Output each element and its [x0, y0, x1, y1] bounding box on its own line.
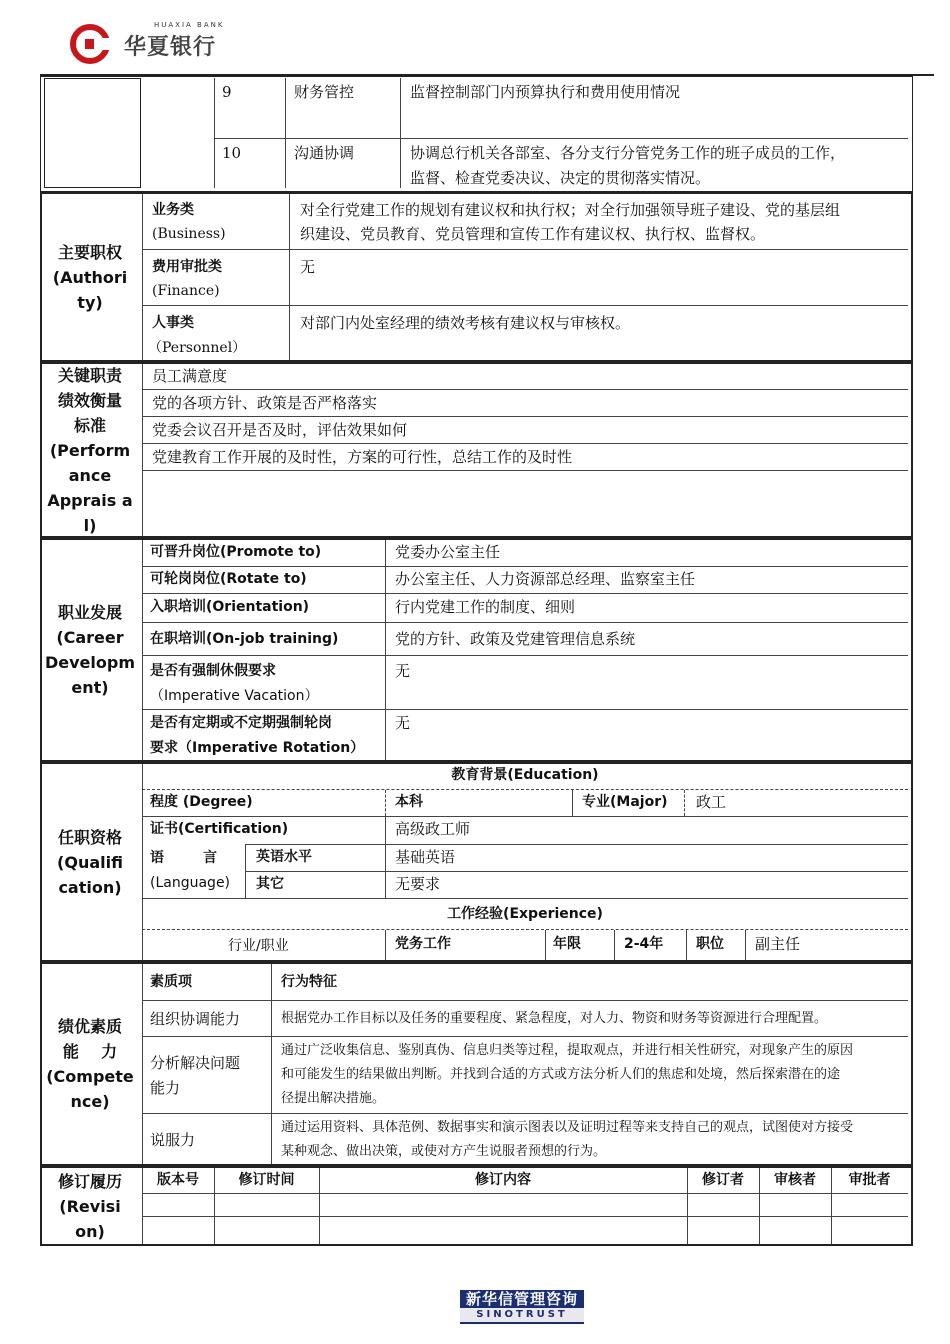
competence-desc: 通过广泛收集信息、鉴别真伪、信息归类等过程，提取观点，并进行相关性研究，对现象产生的原因 — [281, 1043, 854, 1058]
language-label-en: (Language) — [150, 875, 231, 891]
duty-desc: 协调总行机关各部室、各分支行分管党务工作的班子成员的工作， — [410, 144, 846, 162]
competence-desc: 根据党办工作目标以及任务的重要程度、紧急程度，对人力、物资和财务等资源进行合理配置。 — [281, 1011, 828, 1026]
performance-item: 党委会议召开是否及时，评估效果如何 — [152, 421, 408, 439]
performance-item: 员工满意度 — [152, 367, 228, 385]
competence-label: 绩优素质 能 力 (Compete nce) — [46, 1017, 134, 1111]
cert-value: 高级政工师 — [395, 820, 471, 838]
duty-desc: 监督、检查党委决议、决定的贯彻落实情况。 — [410, 169, 711, 187]
duty-name: 沟通协调 — [294, 144, 355, 162]
performance-label: 关键职责 绩效衡量 标准 (Perform ance Apprais a l) — [47, 365, 133, 535]
authority-category-en: （Personnel） — [148, 340, 247, 356]
authority-desc: 无 — [300, 258, 316, 276]
career-value: 行内党建工作的制度、细则 — [395, 598, 576, 616]
duty-desc: 监督控制部门内预算执行和费用使用情况 — [410, 83, 681, 101]
degree-label: 程度 (Degree) — [150, 794, 253, 810]
language-label: 语 言 — [150, 850, 217, 866]
sinotrust-logo — [460, 1290, 584, 1324]
career-value: 办公室主任、人力资源部总经理、监察室主任 — [395, 570, 696, 588]
revision-label: 修订履历 (Revisi on) — [57, 1171, 122, 1241]
revision-col-header: 修订者 — [702, 1172, 744, 1188]
bank-name-cn: 华夏银行 — [124, 35, 217, 60]
authority-label: 主要职权 (Authori ty) — [52, 242, 128, 312]
revision-col-header: 审批者 — [848, 1172, 891, 1188]
authority-category-en: (Finance) — [152, 283, 220, 299]
performance-item: 党建教育工作开展的及时性，方案的可行性，总结工作的及时性 — [152, 448, 573, 466]
industry-value: 党务工作 — [395, 936, 451, 952]
career-label: 职业发展 (Career Developm ent) — [44, 603, 135, 697]
career-key: 可晋升岗位(Promote to) — [150, 544, 322, 560]
authority-category: 人事类 — [152, 315, 194, 331]
years-label: 年限 — [553, 936, 581, 952]
revision-col-header: 修订时间 — [238, 1172, 295, 1188]
english-level-value: 基础英语 — [395, 848, 456, 866]
duty-number: 9 — [222, 83, 232, 101]
competence-col-header: 素质项 — [150, 974, 192, 990]
competence-desc: 和可能发生的结果做出判断。并找到合适的方式或方法分析人们的焦虑和处境，然后探索潜在的途 — [281, 1067, 841, 1082]
career-value: 党的方针、政策及党建管理信息系统 — [395, 630, 636, 648]
duties-label-cell — [44, 78, 141, 188]
years-value: 2-4年 — [624, 936, 664, 952]
authority-category-en: (Business) — [152, 226, 226, 242]
authority-category: 费用审批类 — [152, 259, 222, 275]
competence-desc: 某种观念、做出决策，或使对方产生说服者预想的行为。 — [281, 1144, 607, 1159]
revision-col-header: 版本号 — [157, 1172, 199, 1188]
position-value: 副主任 — [755, 935, 801, 953]
footer-brand-en: SINOTRUST — [460, 1308, 584, 1322]
competence-name: 说服力 — [150, 1131, 196, 1149]
career-key-en: 要求（Imperative Rotation） — [150, 740, 365, 756]
career-key: 在职培训(On-job training) — [150, 631, 339, 647]
career-key: 可轮岗岗位(Rotate to) — [150, 571, 307, 587]
major-label: 专业(Major) — [582, 794, 668, 810]
revision-col-header: 修订内容 — [475, 1172, 531, 1188]
competence-desc: 径提出解决措施。 — [281, 1091, 386, 1106]
duty-number: 10 — [222, 144, 242, 162]
huaxia-bank-logo-icon — [70, 24, 110, 64]
other-label: 其它 — [256, 876, 284, 892]
career-key: 入职培训(Orientation) — [150, 599, 310, 615]
industry-label: 行业/职业 — [228, 938, 289, 954]
education-title: 教育背景(Education) — [451, 767, 599, 783]
career-key: 是否有强制休假要求 — [150, 663, 276, 679]
competence-col-header: 行为特征 — [281, 974, 337, 990]
degree-value: 本科 — [395, 794, 423, 810]
authority-desc: 织建设、党员教育、党员管理和宣传工作有建议权、执行权、监督权。 — [300, 225, 766, 243]
career-value: 无 — [395, 662, 411, 680]
qualification-label: 任职资格 (Qualifi cation) — [57, 827, 123, 897]
major-value: 政工 — [696, 793, 727, 811]
competence-desc: 通过运用资料、具体范例、数据事实和演示图表以及证明过程等来支持自己的观点，试图使对方接受 — [281, 1120, 854, 1135]
duty-name: 财务管控 — [294, 83, 355, 101]
career-key-en: （Imperative Vacation） — [150, 688, 319, 704]
english-level-label: 英语水平 — [256, 849, 312, 865]
experience-title: 工作经验(Experience) — [447, 906, 603, 922]
bank-name-en: HUAXIA BANK — [154, 21, 225, 29]
cert-label: 证书(Certification) — [150, 821, 289, 837]
revision-col-header: 审核者 — [774, 1172, 816, 1188]
competence-name: 组织协调能力 — [150, 1010, 241, 1028]
career-value: 党委办公室主任 — [395, 543, 501, 561]
authority-desc: 对部门内处室经理的绩效考核有建议权与审核权。 — [300, 314, 631, 332]
competence-name: 分析解决问题 能力 — [150, 1054, 241, 1097]
position-label: 职位 — [696, 936, 724, 952]
career-value: 无 — [395, 714, 411, 732]
authority-category: 业务类 — [152, 202, 194, 218]
footer-brand-cn: 新华信管理咨询 — [465, 1290, 578, 1308]
career-key: 是否有定期或不定期强制轮岗 — [150, 715, 332, 731]
performance-item: 党的各项方针、政策是否严格落实 — [152, 394, 378, 412]
authority-desc: 对全行党建工作的规划有建议权和执行权；对全行加强领导班子建设、党的基层组 — [300, 201, 841, 219]
other-value: 无要求 — [395, 875, 441, 893]
